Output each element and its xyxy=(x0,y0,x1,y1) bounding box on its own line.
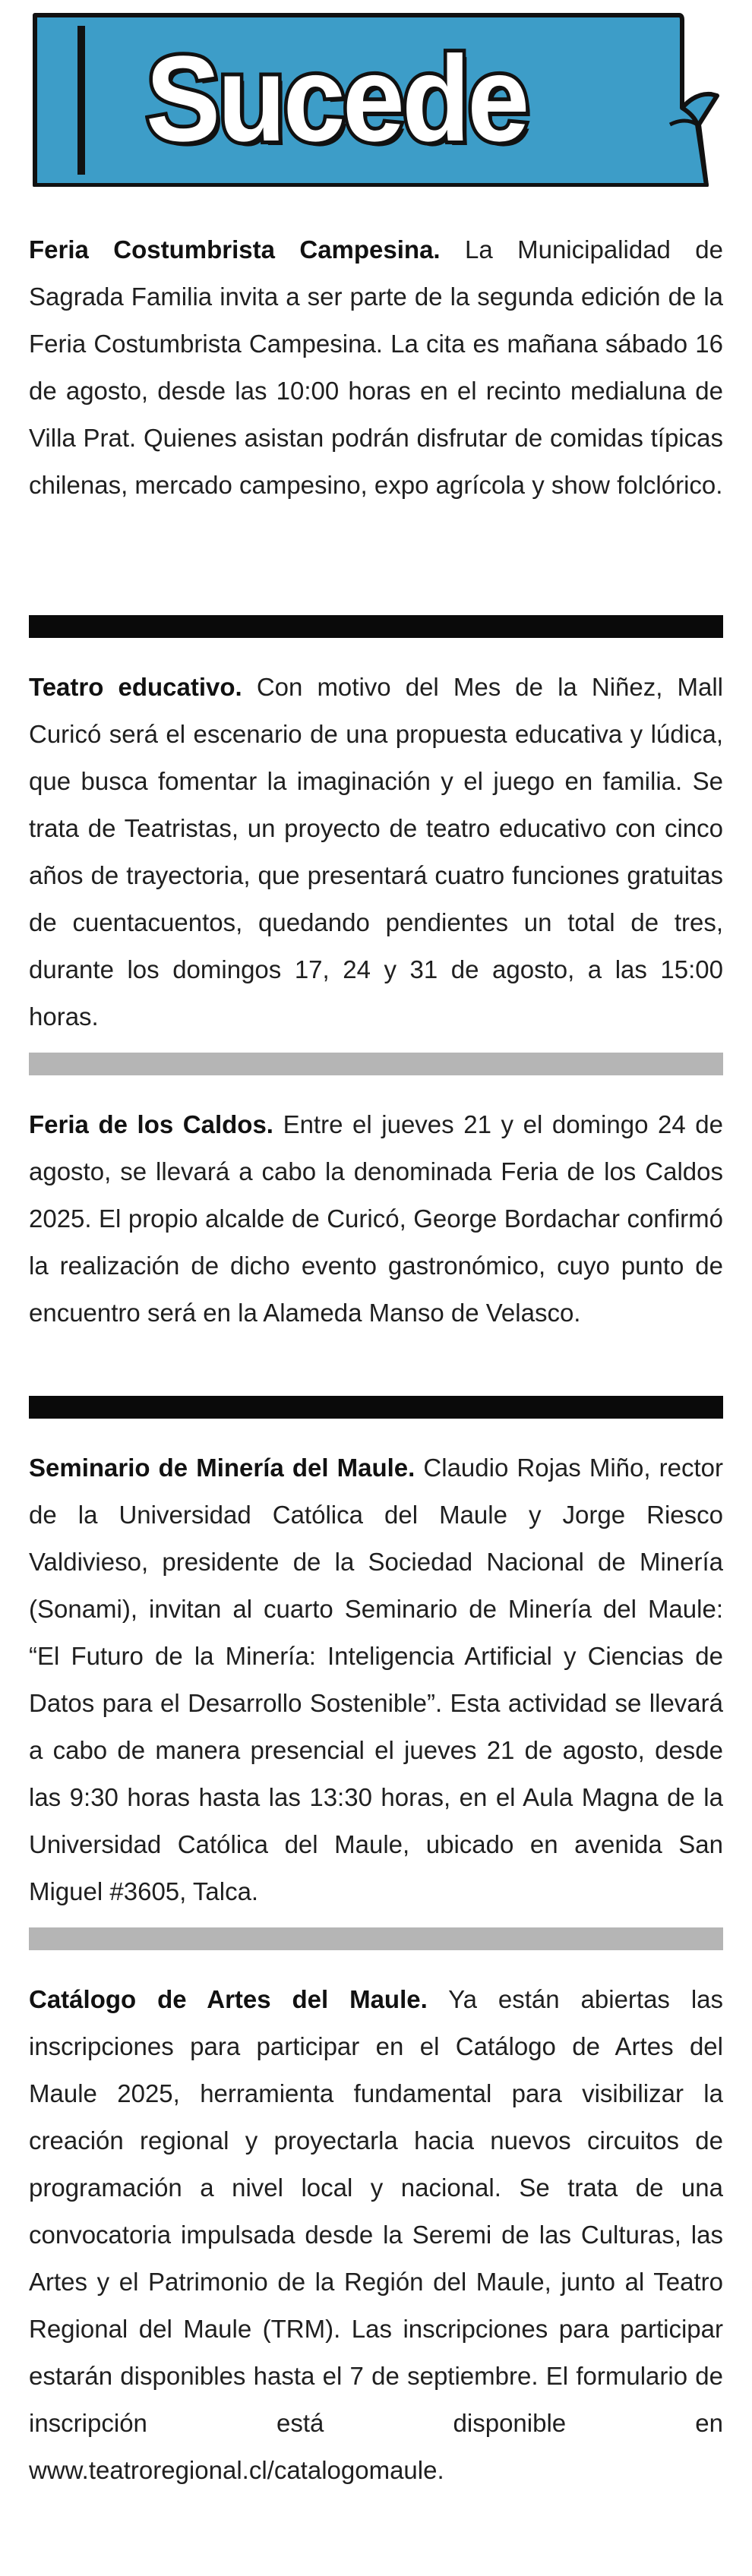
article-feria-costumbrista xyxy=(29,226,723,509)
section-banner xyxy=(32,11,720,187)
section-title: Sucede xyxy=(146,30,527,166)
article-feria-caldos xyxy=(29,1101,723,1337)
article-teatro-educativo xyxy=(29,664,723,1040)
article-headline: Catálogo de Artes del Maule. xyxy=(29,1985,428,2013)
article-catalogo-artes xyxy=(29,1976,723,2494)
section-divider xyxy=(29,1396,723,1419)
article-body: Claudio Rojas Miño, rector de la Universidad Católica del Maule y Jorge Riesco Valdivieso, presidente de la Sociedad Nacional de Minería (Sonami), invitan al cuarto Seminario de Minería del Maule: “El Futuro de la Minería: Inteligencia Artificial y Ciencias de Datos para el Desarrollo Sostenible”. Esta actividad se llevará a cabo de manera presencial el jueves 21 de agosto, desde las 9:30 horas hasta las 13:30 horas, en el Aula Magna de la Universidad Católica del Maule, ubicado en avenida San Miguel #3605, Talca. xyxy=(29,1454,723,1905)
section-divider xyxy=(29,615,723,638)
article-headline: Feria de los Caldos. xyxy=(29,1110,273,1138)
article-headline: Teatro educativo. xyxy=(29,673,242,701)
article-body: La Municipalidad de Sagrada Familia invita a ser parte de la segunda edición de la Feria Costumbrista Campesina. La cita es mañana sábado 16 de agosto, desde las 10:00 horas en el recinto medialuna de Villa Prat. Quienes asistan podrán disfrutar de comidas típicas chilenas, mercado campesino, expo agrícola y show folclórico. xyxy=(29,235,724,499)
article-body: Entre el jueves 21 y el domingo 24 de agosto, se llevará a cabo la denominada Feria de los Caldos 2025. El propio alcalde de Curicó, George Bordachar confirmó la realización de dicho evento gastronómico, cuyo punto de encuentro será en la Alameda Manso de Velasco. xyxy=(29,1110,723,1327)
article-headline: Feria Costumbrista Campesina. xyxy=(29,235,441,264)
section-divider xyxy=(29,1053,723,1075)
article-headline: Seminario de Minería del Maule. xyxy=(29,1454,415,1482)
article-body: Con motivo del Mes de la Niñez, Mall Curicó será el escenario de una propuesta educativa y lúdica, que busca fomentar la imaginación y el juego en familia. Se trata de Teatristas, un proyecto de teatro educativo con cinco años de trayectoria, que presentará cuatro funciones gratuitas de cuentacuentos, quedando pendientes un total de tres, durante los domingos 17, 24 y 31 de agosto, a las 15:00 horas. xyxy=(29,673,723,1031)
section-divider xyxy=(29,1927,723,1950)
article-body: Ya están abiertas las inscripciones para participar en el Catálogo de Artes del Maule 2025, herramienta fundamental para visibilizar la creación regional y proyectarla hacia nuevos circuitos de programación a nivel local y nacional. Se trata de una convocatoria impulsada desde la Seremi de las Culturas, las Artes y el Patrimonio de la Región del Maule, junto al Teatro Regional del Maule (TRM). Las inscripciones para participar estarán disponibles hasta el 7 de septiembre. El formulario de inscripción está disponible en www.teatroregional.cl/catalogomaule. xyxy=(29,1985,724,2484)
article-seminario-mineria xyxy=(29,1444,723,1915)
